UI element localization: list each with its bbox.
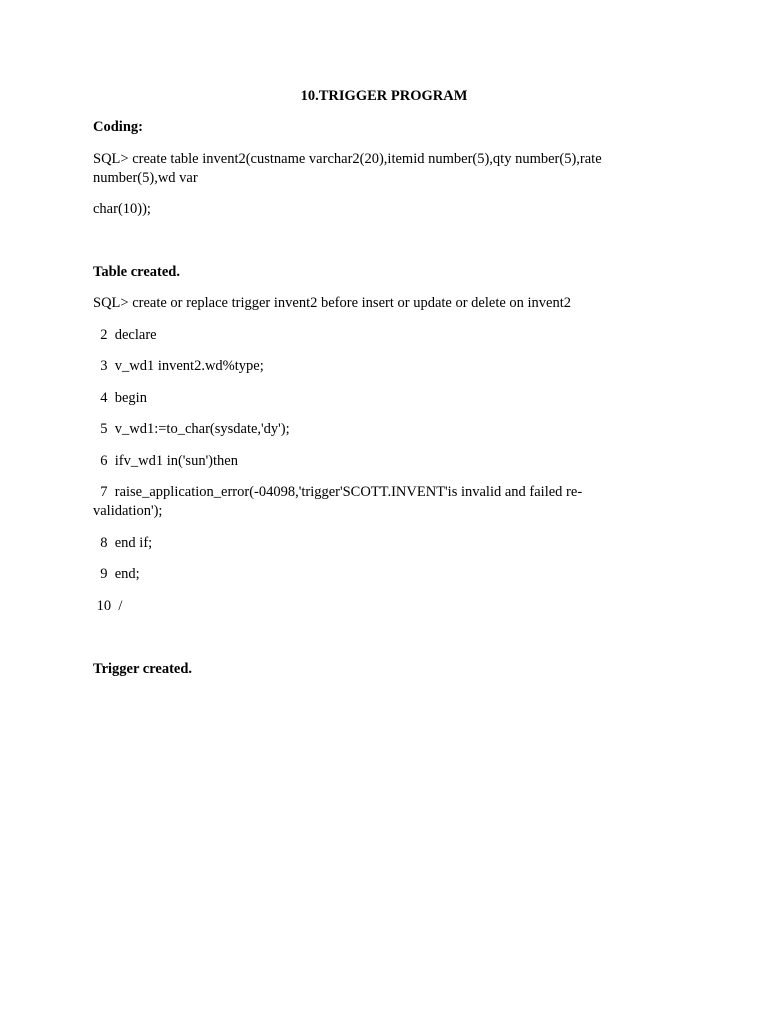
trigger-code-line: 3 v_wd1 invent2.wd%type;: [93, 358, 264, 374]
trigger-code-line: 5 v_wd1:=to_char(sysdate,'dy');: [93, 421, 290, 437]
create-table-line-3: char(10));: [93, 201, 151, 217]
page-title: 10.TRIGGER PROGRAM: [300, 88, 468, 104]
table-created-message: Table created.: [93, 264, 180, 280]
create-table-line-1: SQL> create table invent2(custname varchar2(20),itemid number(5),qty number(5),rate: [93, 151, 602, 167]
trigger-code-line: 4 begin: [93, 390, 147, 406]
coding-heading: Coding:: [93, 119, 143, 135]
trigger-code-line: SQL> create or replace trigger invent2 before insert or update or delete on invent2: [93, 295, 572, 311]
trigger-code-line: 10 /: [93, 598, 123, 614]
trigger-code-line: 6 ifv_wd1 in('sun')then: [93, 453, 238, 469]
trigger-code-line: validation');: [93, 503, 163, 519]
trigger-code-line: 8 end if;: [93, 535, 153, 551]
trigger-code-line: 9 end;: [93, 566, 140, 582]
trigger-code-line: 2 declare: [93, 327, 157, 343]
create-table-line-2: number(5),wd var: [93, 170, 198, 186]
trigger-created-message: Trigger created.: [93, 661, 193, 677]
trigger-code-line: 7 raise_application_error(-04098,'trigger'SCOTT.INVENT'is invalid and failed re-: [93, 484, 583, 500]
